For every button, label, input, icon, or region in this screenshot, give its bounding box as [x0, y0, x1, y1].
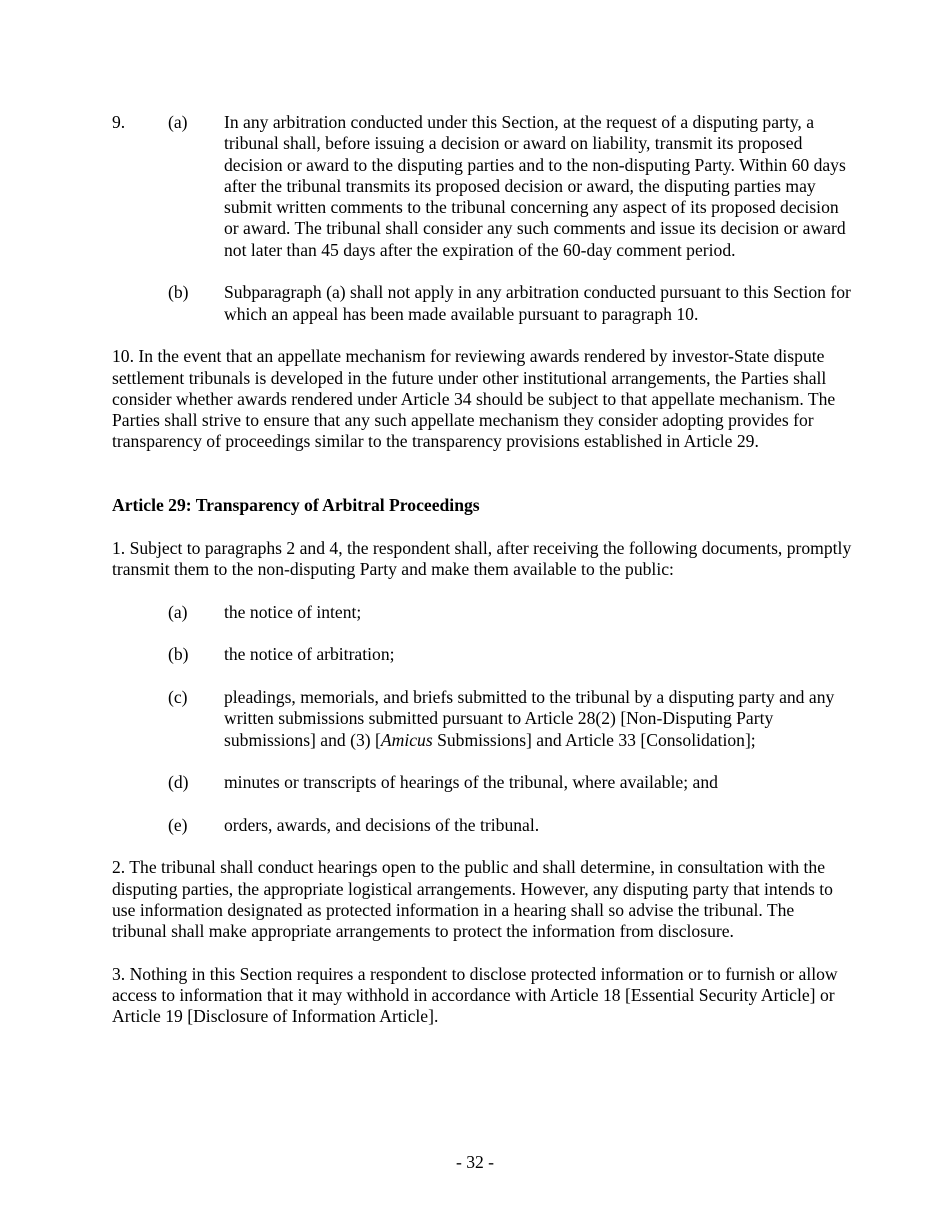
- list-item-label: (a): [168, 601, 188, 622]
- subparagraph-text: Subparagraph (a) shall not apply in any arbitration conducted pursuant to this Section for which an appeal has been made available pursuant to paragraph 10.: [224, 282, 851, 324]
- list-item: [112, 815, 852, 836]
- list-item-text-part: Submissions] and Article 33 [Consolidation];: [432, 729, 756, 750]
- list-item-text: minutes or transcripts of hearings of the tribunal, where available; and: [224, 772, 718, 793]
- list-item-text-part: pleadings, memorials, and briefs submitted to the tribunal by a disputing party and any written submissions submitted pursuant to Article 28(2) [Non-Disputing Party submissions] and (3) [: [224, 687, 835, 750]
- list-item-label: (d): [168, 772, 189, 793]
- paragraph-9b: [112, 282, 852, 325]
- list-item-label: (c): [168, 687, 188, 708]
- document-page: [112, 112, 852, 1028]
- list-item-text-italic: Amicus: [380, 729, 433, 750]
- subparagraph-label: (b): [168, 282, 189, 303]
- list-item-text: orders, awards, and decisions of the tribunal.: [224, 814, 540, 835]
- paragraph-9a: [112, 112, 852, 261]
- subparagraph-label: (a): [168, 112, 188, 132]
- list-item-label: (e): [168, 814, 188, 835]
- subparagraph-text: In any arbitration conducted under this Section, at the request of a disputing party, a tribunal shall, before issuing a decision or award on liability, transmit its proposed decision or award to the disputing parties and to the non-disputing Party. Within 60 days after the tribunal transmits its proposed decision or award, the disputing parties may submit written comments to the tribunal concerning any aspect of its proposed decision or award. The tribunal shall consider any such comments and issue its decision or award not later than 45 days after the expiration of the 60-day comment period.: [224, 112, 846, 260]
- list-item: [112, 644, 852, 665]
- article-heading: Article 29: Transparency of Arbitral Proceedings: [112, 495, 480, 516]
- paragraph-number: 9.: [112, 112, 126, 132]
- article29-paragraph-2: 2. The tribunal shall conduct hearings open to the public and shall determine, in consultation with the disputing parties, the appropriate logistical arrangements. However, any disputing party that intends to use information designated as protected information in a hearing shall so advise the tribunal. The tribunal shall make appropriate arrangements to protect the information from disclosure.: [112, 857, 833, 942]
- list-item-text: the notice of intent;: [224, 601, 362, 622]
- paragraph-10: 10. In the event that an appellate mechanism for reviewing awards rendered by investor-State dispute settlement tribunals is developed in the future under other institutional arrangements, the Parties shall consider whether awards rendered under Article 34 should be subject to that appellate mechanism. The Parties shall strive to ensure that any such appellate mechanism they consider adopting provides for transparency of proceedings similar to the transparency provisions established in Article 29.: [112, 346, 836, 452]
- list-item: [112, 772, 852, 793]
- list-item-label: (b): [168, 644, 189, 665]
- list-item: [112, 687, 852, 751]
- article29-paragraph-1: 1. Subject to paragraphs 2 and 4, the respondent shall, after receiving the following documents, promptly transmit them to the non-disputing Party and make them available to the public:: [112, 537, 852, 580]
- list-item-text: the notice of arbitration;: [224, 644, 395, 665]
- list-item-text: [224, 687, 852, 751]
- list-item: [112, 602, 852, 623]
- article29-paragraph-3: 3. Nothing in this Section requires a respondent to disclose protected information or to furnish or allow access to information that it may withhold in accordance with Article 18 [Essential Security Article] or Article 19 [Disclosure of Information Article].: [112, 963, 838, 1027]
- page-number: - 32 -: [455, 1152, 495, 1172]
